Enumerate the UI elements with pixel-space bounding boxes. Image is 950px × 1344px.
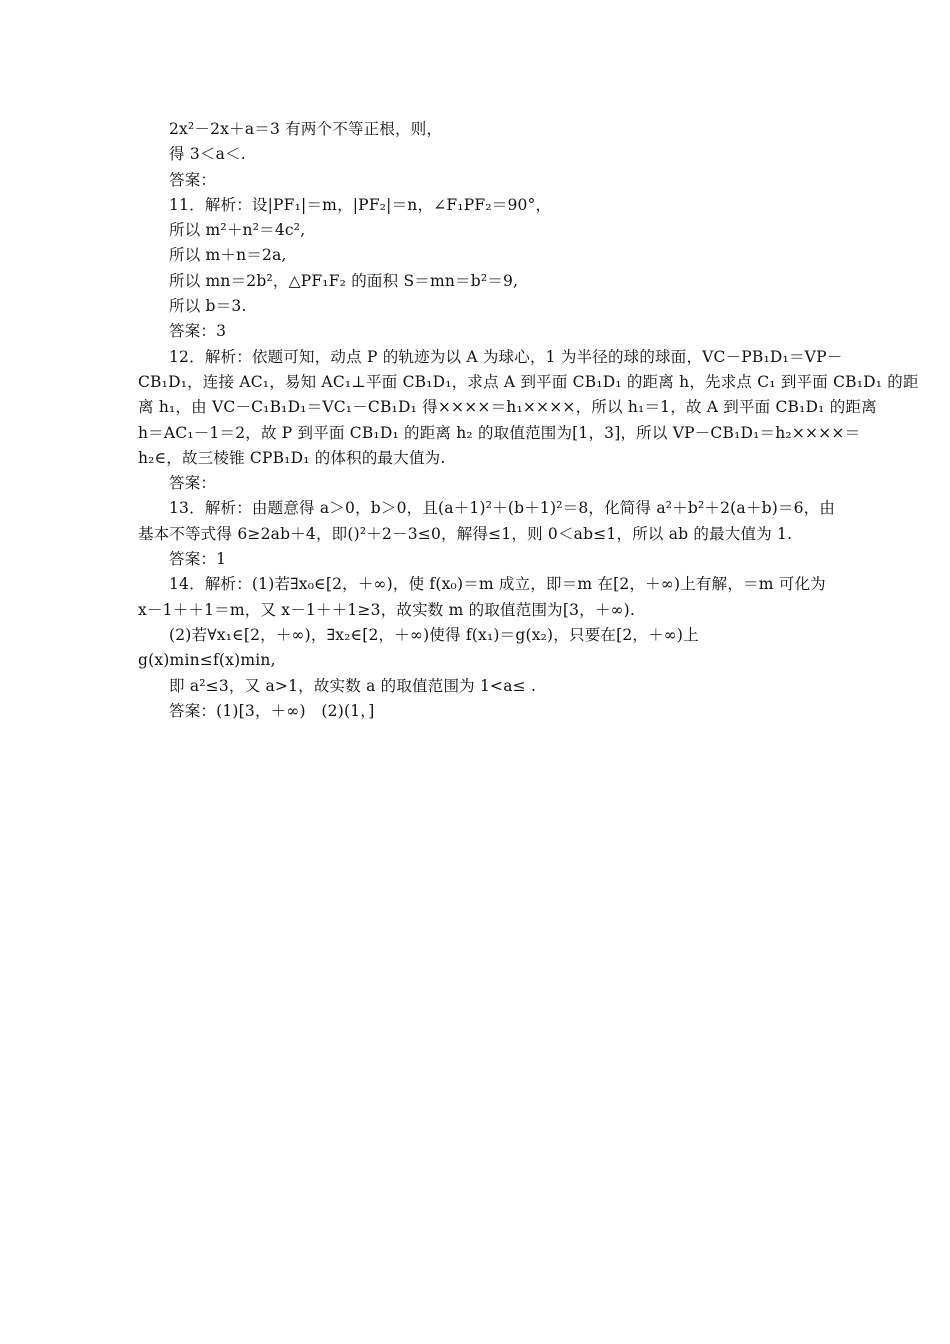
text-line: 2x²－2x＋a＝3 有两个不等正根，则， <box>169 120 443 138</box>
answer-line: 答案： <box>169 474 217 493</box>
text-line: 所以 m＋n＝2a, <box>169 246 287 265</box>
text-line: g(x)min≤f(x)min, <box>138 651 276 670</box>
answer-line: 答案： <box>169 170 217 189</box>
text-line: 基本不等式得 6≥2ab＋4，即()²＋2－3≤0，解得≤1，则 0＜ab≤1，所以 ab 的最大值为 1. <box>138 524 793 543</box>
text-line: 所以 mn＝2b²，△PF₁F₂ 的面积 S＝mn＝b²＝9, <box>169 271 519 290</box>
problem-13-start: 13．解析：由题意得 a＞0，b＞0，且(a＋1)²＋(b＋1)²＝8，化简得 a²＋b²＋2(a＋b)＝6，由 <box>169 499 836 518</box>
text-line: 得 3＜a＜. <box>169 145 246 164</box>
answer-line: 答案：3 <box>169 322 227 341</box>
text-line: (2)若∀x₁∈[2，＋∞)，∃x₂∈[2，＋∞)使得 f(x₁)＝g(x₂)，只要在[2，＋∞)上 <box>169 625 699 644</box>
text-line: 即 a²≤3，又 a>1，故实数 a 的取值范围为 1<a≤ . <box>169 676 537 695</box>
solution-text-block <box>138 117 919 724</box>
problem-11-start: 11．解析：设|PF₁|＝m，|PF₂|＝n，∠F₁PF₂＝90°， <box>169 195 552 214</box>
answer-line: 答案：1 <box>169 550 227 569</box>
answer-line: 答案：(1)[3，＋∞) (2)(1，] <box>169 701 375 720</box>
text-line: h₂∈，故三棱锥 CPB₁D₁ 的体积的最大值为. <box>138 448 446 467</box>
text-line: CB₁D₁，连接 AC₁，易知 AC₁⊥平面 CB₁D₁，求点 A 到平面 CB₁D₁ 的距离 h，先求点 C₁ 到平面 CB₁D₁ 的距 <box>138 372 919 391</box>
text-line: 所以 m²＋n²＝4c², <box>169 221 306 240</box>
problem-14-start: 14．解析：(1)若∃x₀∈[2，＋∞)，使 f(x₀)＝m 成立，即＝m 在[2，＋∞)上有解，＝m 可化为 <box>169 575 826 594</box>
text-line: 所以 b＝3. <box>169 297 247 316</box>
text-line: 离 h₁，由 VC－C₁B₁D₁＝VC₁－CB₁D₁ 得××××＝h₁××××，所以 h₁＝1，故 A 到平面 CB₁D₁ 的距离 <box>138 398 877 417</box>
text-line: h＝AC₁－1＝2，故 P 到平面 CB₁D₁ 的距离 h₂ 的取值范围为[1，3]，所以 VP－CB₁D₁＝h₂××××＝ <box>138 423 861 442</box>
text-line: x－1＋＋1＝m，又 x－1＋＋1≥3，故实数 m 的取值范围为[3，＋∞). <box>138 600 636 619</box>
problem-12-start: 12．解析：依题可知，动点 P 的轨迹为以 A 为球心，1 为半径的球的球面，VC－PB₁D₁＝VP－ <box>169 347 843 366</box>
